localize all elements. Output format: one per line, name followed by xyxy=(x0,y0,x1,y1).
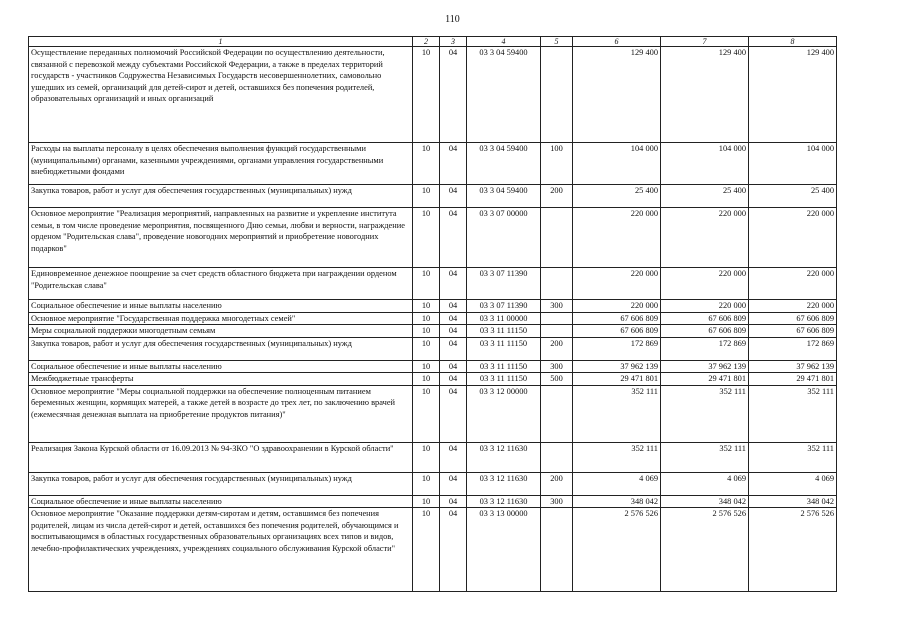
section-code: 10 xyxy=(413,495,440,508)
expense-type-code xyxy=(541,442,573,472)
amount-year-2: 104 000 xyxy=(661,143,749,185)
subsection-code: 04 xyxy=(440,508,467,592)
row-name: Закупка товаров, работ и услуг для обеспечения государственных (муниципальных) нужд xyxy=(29,337,413,360)
amount-year-3: 104 000 xyxy=(749,143,837,185)
budget-table xyxy=(28,36,837,592)
table-row xyxy=(29,337,837,360)
amount-year-3: 67 606 809 xyxy=(749,312,837,325)
column-number-row xyxy=(29,37,837,47)
amount-year-3: 129 400 xyxy=(749,47,837,143)
table-row xyxy=(29,442,837,472)
subsection-code: 04 xyxy=(440,312,467,325)
table-row xyxy=(29,300,837,313)
subsection-code: 04 xyxy=(440,472,467,495)
amount-year-1: 37 962 139 xyxy=(573,360,661,373)
subsection-code: 04 xyxy=(440,268,467,300)
table-row xyxy=(29,325,837,338)
amount-year-1: 2 576 526 xyxy=(573,508,661,592)
amount-year-3: 25 400 xyxy=(749,185,837,208)
row-name: Основное мероприятие "Государственная поддержка многодетных семей" xyxy=(29,312,413,325)
amount-year-1: 172 869 xyxy=(573,337,661,360)
amount-year-2: 67 606 809 xyxy=(661,312,749,325)
amount-year-1: 25 400 xyxy=(573,185,661,208)
amount-year-1: 29 471 801 xyxy=(573,373,661,386)
amount-year-1: 352 111 xyxy=(573,385,661,442)
section-code: 10 xyxy=(413,337,440,360)
amount-year-3: 67 606 809 xyxy=(749,325,837,338)
target-article-code: 03 3 11 11150 xyxy=(467,325,541,338)
amount-year-2: 220 000 xyxy=(661,300,749,313)
subsection-code: 04 xyxy=(440,185,467,208)
row-name: Меры социальной поддержки многодетным семьям xyxy=(29,325,413,338)
section-code: 10 xyxy=(413,442,440,472)
target-article-code: 03 3 07 00000 xyxy=(467,208,541,268)
section-code: 10 xyxy=(413,373,440,386)
amount-year-2: 220 000 xyxy=(661,268,749,300)
table-row xyxy=(29,385,837,442)
row-name: Расходы на выплаты персоналу в целях обеспечения выполнения функций государственными (муниципальными) органами, казенными учреждениями, органами управления государственными внебюджетными фондами xyxy=(29,143,413,185)
section-code: 10 xyxy=(413,360,440,373)
row-name: Социальное обеспечение и иные выплаты населению xyxy=(29,360,413,373)
subsection-code: 04 xyxy=(440,442,467,472)
column-number: 7 xyxy=(661,37,749,47)
expense-type-code: 300 xyxy=(541,300,573,313)
amount-year-1: 220 000 xyxy=(573,300,661,313)
table-row xyxy=(29,373,837,386)
expense-type-code xyxy=(541,312,573,325)
column-number: 6 xyxy=(573,37,661,47)
expense-type-code xyxy=(541,268,573,300)
amount-year-3: 4 069 xyxy=(749,472,837,495)
column-number: 5 xyxy=(541,37,573,47)
amount-year-2: 25 400 xyxy=(661,185,749,208)
target-article-code: 03 3 04 59400 xyxy=(467,47,541,143)
section-code: 10 xyxy=(413,472,440,495)
expense-type-code: 200 xyxy=(541,185,573,208)
target-article-code: 03 3 07 11390 xyxy=(467,268,541,300)
row-name: Межбюджетные трансферты xyxy=(29,373,413,386)
section-code: 10 xyxy=(413,185,440,208)
amount-year-1: 129 400 xyxy=(573,47,661,143)
table-row xyxy=(29,185,837,208)
row-name: Социальное обеспечение и иные выплаты населению xyxy=(29,495,413,508)
table-row xyxy=(29,472,837,495)
row-name: Закупка товаров, работ и услуг для обеспечения государственных (муниципальных) нужд xyxy=(29,185,413,208)
amount-year-3: 2 576 526 xyxy=(749,508,837,592)
target-article-code: 03 3 12 11630 xyxy=(467,495,541,508)
expense-type-code: 500 xyxy=(541,373,573,386)
row-name: Единовременное денежное поощрение за счет средств областного бюджета при награждении орденом "Родительская слава" xyxy=(29,268,413,300)
expense-type-code xyxy=(541,508,573,592)
target-article-code: 03 3 12 00000 xyxy=(467,385,541,442)
expense-type-code: 200 xyxy=(541,337,573,360)
table-row xyxy=(29,312,837,325)
target-article-code: 03 3 04 59400 xyxy=(467,143,541,185)
page-number: 110 xyxy=(445,14,460,25)
target-article-code: 03 3 11 11150 xyxy=(467,337,541,360)
column-number: 1 xyxy=(29,37,413,47)
amount-year-1: 348 042 xyxy=(573,495,661,508)
amount-year-2: 37 962 139 xyxy=(661,360,749,373)
expense-type-code xyxy=(541,385,573,442)
amount-year-1: 220 000 xyxy=(573,268,661,300)
target-article-code: 03 3 11 11150 xyxy=(467,360,541,373)
section-code: 10 xyxy=(413,312,440,325)
row-name: Реализация Закона Курской области от 16.09.2013 № 94-ЗКО "О здравоохранении в Курской области" xyxy=(29,442,413,472)
expense-type-code xyxy=(541,47,573,143)
subsection-code: 04 xyxy=(440,208,467,268)
subsection-code: 04 xyxy=(440,360,467,373)
amount-year-3: 220 000 xyxy=(749,268,837,300)
amount-year-3: 348 042 xyxy=(749,495,837,508)
target-article-code: 03 3 12 11630 xyxy=(467,472,541,495)
section-code: 10 xyxy=(413,385,440,442)
amount-year-2: 172 869 xyxy=(661,337,749,360)
subsection-code: 04 xyxy=(440,385,467,442)
row-name: Основное мероприятие "Оказание поддержки детям-сиротам и детям, оставшимся без попечения родителей, лицам из числа детей-сирот и детей, оставшихся без попечения родителей, обучающимся и воспитывающимся в областных государственных образовательных организациях всех типов и видов, лечебно-профилактических учреждениях, учреждениях социального обслуживания Курской области" xyxy=(29,508,413,592)
subsection-code: 04 xyxy=(440,325,467,338)
subsection-code: 04 xyxy=(440,143,467,185)
section-code: 10 xyxy=(413,208,440,268)
amount-year-2: 352 111 xyxy=(661,385,749,442)
column-number: 2 xyxy=(413,37,440,47)
section-code: 10 xyxy=(413,300,440,313)
amount-year-1: 352 111 xyxy=(573,442,661,472)
subsection-code: 04 xyxy=(440,337,467,360)
table-row xyxy=(29,495,837,508)
target-article-code: 03 3 12 11630 xyxy=(467,442,541,472)
column-number: 4 xyxy=(467,37,541,47)
section-code: 10 xyxy=(413,143,440,185)
table-row xyxy=(29,508,837,592)
expense-type-code: 100 xyxy=(541,143,573,185)
expense-type-code xyxy=(541,208,573,268)
amount-year-3: 29 471 801 xyxy=(749,373,837,386)
amount-year-1: 67 606 809 xyxy=(573,312,661,325)
section-code: 10 xyxy=(413,268,440,300)
section-code: 10 xyxy=(413,508,440,592)
amount-year-3: 352 111 xyxy=(749,385,837,442)
amount-year-3: 352 111 xyxy=(749,442,837,472)
expense-type-code xyxy=(541,325,573,338)
table-row xyxy=(29,47,837,143)
row-name: Социальное обеспечение и иные выплаты населению xyxy=(29,300,413,313)
amount-year-2: 2 576 526 xyxy=(661,508,749,592)
row-name: Основное мероприятие "Меры социальной поддержки на обеспечение полноценным питанием беременных женщин, кормящих матерей, а также детей в возрасте до трех лет, по заключению врачей (ежемесячная денежная выплата на приобретение продуктов питания)" xyxy=(29,385,413,442)
table-row xyxy=(29,208,837,268)
row-name: Осуществление переданных полномочий Российской Федерации по осуществлению деятельности, связанной с перевозкой между субъектами Российской Федерации, а также в пределах территорий государств - участников Содружества Независимых Государств несовершеннолетних, самовольно ушедших из семей, организаций для детей-сирот и детей, оставшихся без попечения родителей, образовательных организаций и иных организаций xyxy=(29,47,413,143)
section-code: 10 xyxy=(413,325,440,338)
target-article-code: 03 3 11 11150 xyxy=(467,373,541,386)
expense-type-code: 300 xyxy=(541,360,573,373)
amount-year-1: 67 606 809 xyxy=(573,325,661,338)
amount-year-2: 29 471 801 xyxy=(661,373,749,386)
expense-type-code: 200 xyxy=(541,472,573,495)
target-article-code: 03 3 13 00000 xyxy=(467,508,541,592)
amount-year-2: 348 042 xyxy=(661,495,749,508)
table-row xyxy=(29,143,837,185)
expense-type-code: 300 xyxy=(541,495,573,508)
amount-year-3: 220 000 xyxy=(749,208,837,268)
amount-year-1: 220 000 xyxy=(573,208,661,268)
amount-year-3: 37 962 139 xyxy=(749,360,837,373)
subsection-code: 04 xyxy=(440,47,467,143)
subsection-code: 04 xyxy=(440,495,467,508)
subsection-code: 04 xyxy=(440,300,467,313)
amount-year-1: 104 000 xyxy=(573,143,661,185)
amount-year-2: 220 000 xyxy=(661,208,749,268)
table-row xyxy=(29,268,837,300)
column-number: 3 xyxy=(440,37,467,47)
amount-year-3: 172 869 xyxy=(749,337,837,360)
amount-year-1: 4 069 xyxy=(573,472,661,495)
amount-year-2: 4 069 xyxy=(661,472,749,495)
row-name: Закупка товаров, работ и услуг для обеспечения государственных (муниципальных) нужд xyxy=(29,472,413,495)
subsection-code: 04 xyxy=(440,373,467,386)
amount-year-2: 67 606 809 xyxy=(661,325,749,338)
column-number: 8 xyxy=(749,37,837,47)
target-article-code: 03 3 07 11390 xyxy=(467,300,541,313)
table-row xyxy=(29,360,837,373)
row-name: Основное мероприятие "Реализация мероприятий, направленных на развитие и укрепление института семьи, в том числе проведение мероприятия, посвященного Дню семьи, любви и верности, награждение орденом "Родительская слава", проведение новогодних мероприятий и приобретение новогодних подарков" xyxy=(29,208,413,268)
section-code: 10 xyxy=(413,47,440,143)
target-article-code: 03 3 04 59400 xyxy=(467,185,541,208)
amount-year-3: 220 000 xyxy=(749,300,837,313)
amount-year-2: 352 111 xyxy=(661,442,749,472)
target-article-code: 03 3 11 00000 xyxy=(467,312,541,325)
amount-year-2: 129 400 xyxy=(661,47,749,143)
